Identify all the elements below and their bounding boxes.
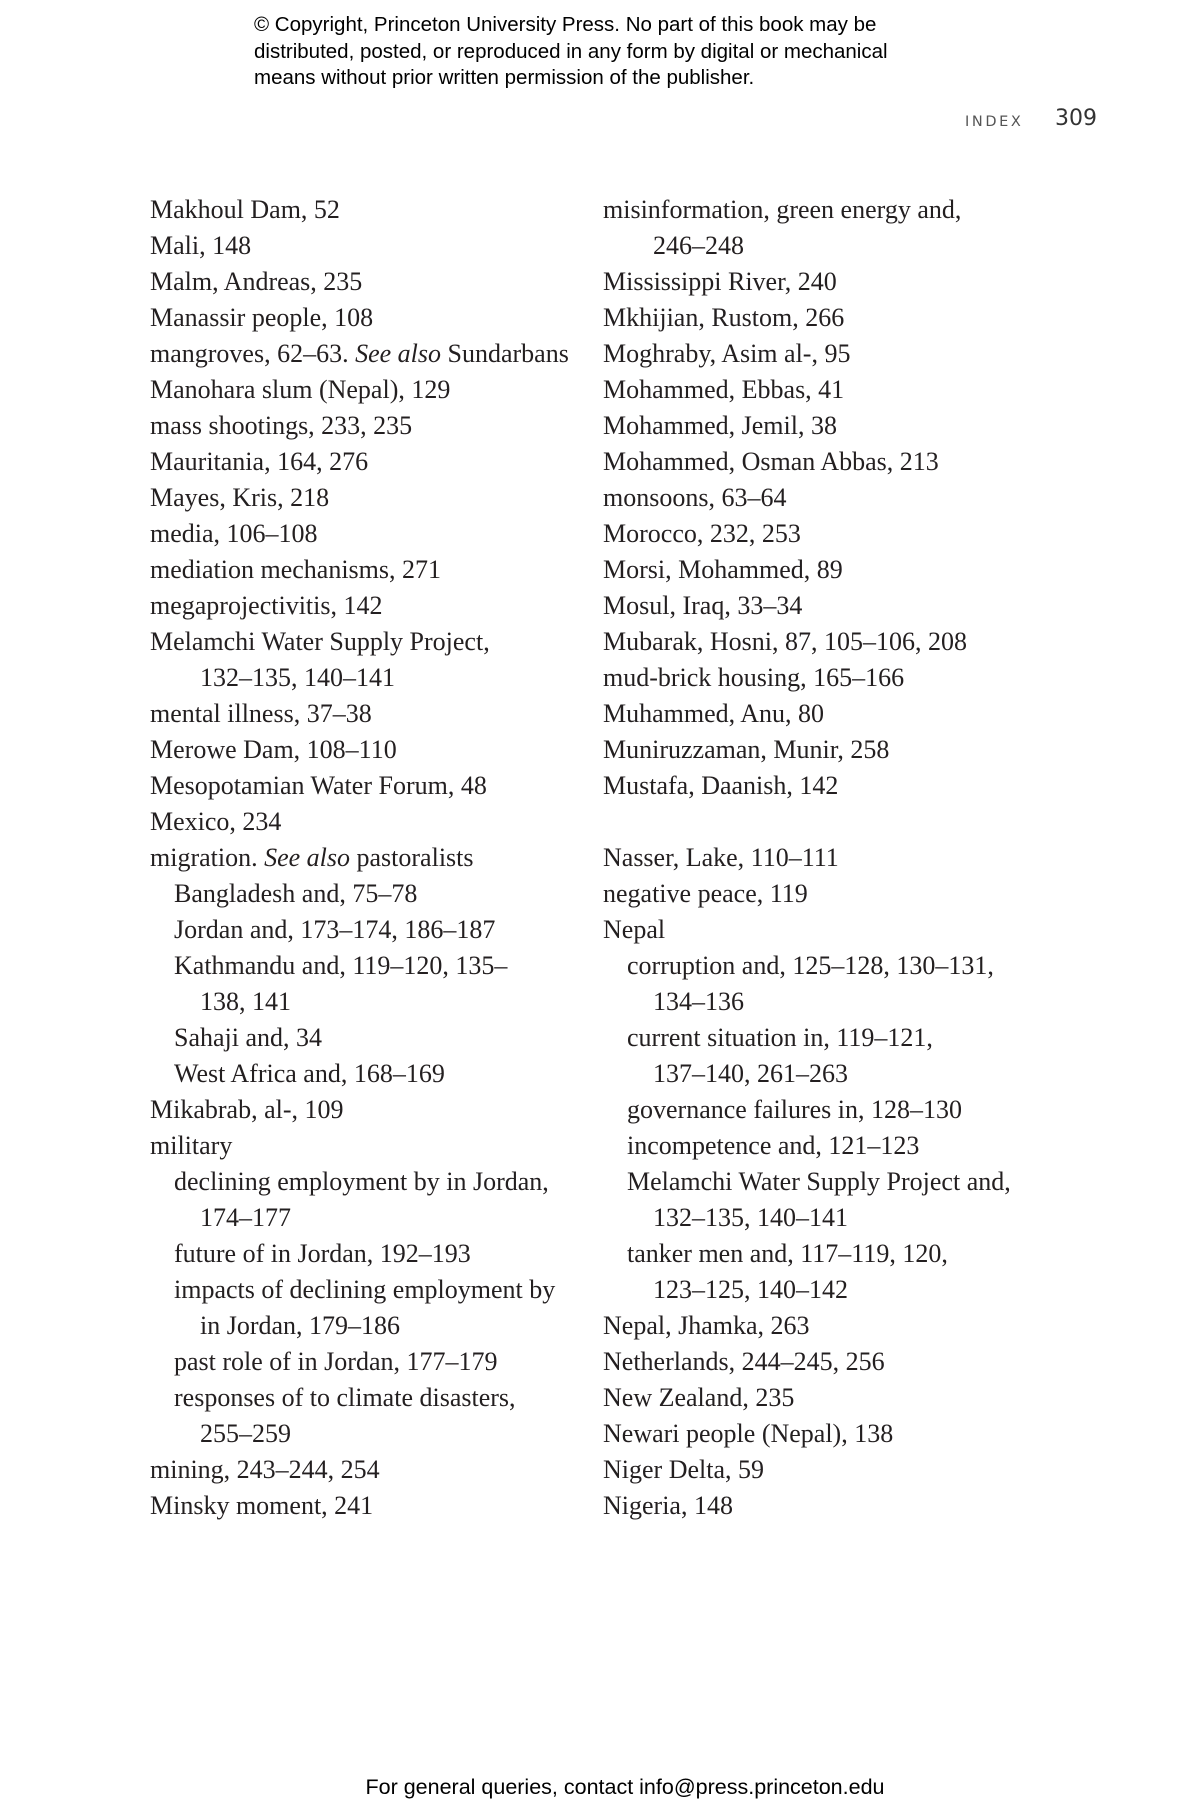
index-entry (150, 732, 590, 768)
index-entry (603, 840, 1063, 876)
index-entry (150, 372, 590, 408)
see-also-target: pastoralists (350, 843, 474, 872)
index-entry (150, 516, 590, 552)
index-entry (150, 552, 590, 588)
entry-text: Nigeria, 148 (603, 1491, 733, 1520)
entry-text: Bangladesh and, 75–78 (174, 879, 418, 908)
entry-text: Jordan and, 173–174, 186–187 (174, 915, 496, 944)
index-entry (150, 300, 590, 336)
entry-text: current situation in, 119–121, (627, 1023, 933, 1052)
see-also-label: See also (264, 843, 351, 872)
index-entry (150, 1092, 590, 1128)
entry-text: West Africa and, 168–169 (174, 1059, 445, 1088)
entry-text: Nasser, Lake, 110–111 (603, 843, 839, 872)
entry-continuation: 137–140, 261–263 (653, 1059, 848, 1088)
entry-text: mud-brick housing, 165–166 (603, 663, 905, 692)
index-subentry (150, 912, 590, 948)
index-entry (150, 1488, 590, 1524)
index-entry (603, 264, 1063, 300)
entry-continuation: 134–136 (653, 987, 744, 1016)
index-entry (603, 192, 1063, 264)
entry-text: Mayes, Kris, 218 (150, 483, 330, 512)
index-entry (603, 1308, 1063, 1344)
index-entry (150, 804, 590, 840)
entry-text: Netherlands, 244–245, 256 (603, 1347, 885, 1376)
page-number: 309 (1055, 106, 1097, 131)
entry-text: Newari people (Nepal), 138 (603, 1419, 894, 1448)
index-subentry (603, 1164, 1063, 1236)
index-entry (603, 1344, 1063, 1380)
see-also-target: Sundarbans (441, 339, 569, 368)
entry-continuation: 132–135, 140–141 (200, 663, 395, 692)
entry-text: Manassir people, 108 (150, 303, 374, 332)
entry-text: Melamchi Water Supply Project, (150, 627, 490, 656)
entry-text: Muniruzzaman, Munir, 258 (603, 735, 890, 764)
index-entry (150, 696, 590, 732)
index-entry (150, 228, 590, 264)
entry-text: Sahaji and, 34 (174, 1023, 323, 1052)
index-entry (150, 1452, 590, 1488)
index-subentry (150, 1380, 590, 1452)
entry-text: New Zealand, 235 (603, 1383, 795, 1412)
letter-group-gap (603, 804, 1063, 840)
index-entry (603, 660, 1063, 696)
entry-text: corruption and, 125–128, 130–131, (627, 951, 994, 980)
index-entry (603, 480, 1063, 516)
footer-contact: For general queries, contact info@press.princeton.edu (365, 1775, 885, 1799)
entry-text: impacts of declining employment by (174, 1275, 556, 1304)
index-entry (603, 552, 1063, 588)
entry-text: past role of in Jordan, 177–179 (174, 1347, 498, 1376)
entry-text: mental illness, 37–38 (150, 699, 372, 728)
index-entry (603, 372, 1063, 408)
index-column-right (603, 192, 1063, 1524)
entry-text: megaprojectivitis, 142 (150, 591, 383, 620)
entry-text: mangroves, 62–63. (150, 339, 356, 368)
entry-text: Mohammed, Jemil, 38 (603, 411, 837, 440)
index-entry (150, 444, 590, 480)
index-subentry (603, 1020, 1063, 1092)
index-subentry (150, 1236, 590, 1272)
index-entry (150, 480, 590, 516)
entry-text: media, 106–108 (150, 519, 318, 548)
entry-text: incompetence and, 121–123 (627, 1131, 920, 1160)
index-entry (603, 768, 1063, 804)
index-entry (150, 588, 590, 624)
entry-continuation: 138, 141 (200, 987, 291, 1016)
entry-text: migration. (150, 843, 265, 872)
index-entry (603, 732, 1063, 768)
entry-text: misinformation, green energy and, (603, 195, 962, 224)
entry-text: Muhammed, Anu, 80 (603, 699, 824, 728)
entry-text: Mosul, Iraq, 33–34 (603, 591, 803, 620)
entry-text: Mohammed, Osman Abbas, 213 (603, 447, 939, 476)
index-entry (150, 624, 590, 696)
entry-text: Moghraby, Asim al-, 95 (603, 339, 851, 368)
index-subentry (150, 948, 590, 1020)
entry-text: Kathmandu and, 119–120, 135– (174, 951, 508, 980)
entry-text: Mauritania, 164, 276 (150, 447, 369, 476)
index-entry (603, 300, 1063, 336)
entry-text: declining employment by in Jordan, (174, 1167, 549, 1196)
copyright-line: distributed, posted, or reproduced in any form by digital or mechanical (254, 39, 888, 63)
entry-text: Niger Delta, 59 (603, 1455, 765, 1484)
copyright-notice (254, 12, 1014, 92)
entry-text: Mexico, 234 (150, 807, 282, 836)
footer (0, 1775, 1200, 1800)
index-entry (603, 624, 1063, 660)
entry-continuation: 132–135, 140–141 (653, 1203, 848, 1232)
section-label: INDEX (965, 114, 1024, 130)
entry-text: Merowe Dam, 108–110 (150, 735, 397, 764)
index-subentry (150, 1164, 590, 1236)
entry-text: Malm, Andreas, 235 (150, 267, 363, 296)
entry-continuation: 123–125, 140–142 (653, 1275, 848, 1304)
index-entry (150, 336, 590, 372)
entry-text: military (150, 1131, 233, 1160)
index-entry (150, 840, 590, 876)
entry-text: Manohara slum (Nepal), 129 (150, 375, 451, 404)
entry-continuation: 255–259 (200, 1419, 291, 1448)
copyright-line: © Copyright, Princeton University Press. No part of this book may be (254, 13, 877, 36)
index-entry (603, 1488, 1063, 1524)
index-entry (603, 408, 1063, 444)
index-subentry (150, 1344, 590, 1380)
index-subentry (150, 876, 590, 912)
entry-text: Mesopotamian Water Forum, 48 (150, 771, 487, 800)
index-subentry (603, 1092, 1063, 1128)
entry-text: Nepal (603, 915, 666, 944)
entry-text: Mikabrab, al-, 109 (150, 1095, 344, 1124)
entry-text: Mubarak, Hosni, 87, 105–106, 208 (603, 627, 967, 656)
index-entry (150, 192, 590, 228)
entry-text: negative peace, 119 (603, 879, 808, 908)
index-subentry (603, 1236, 1063, 1308)
index-entry (603, 1452, 1063, 1488)
entry-text: Mkhijian, Rustom, 266 (603, 303, 845, 332)
entry-text: mass shootings, 233, 235 (150, 411, 413, 440)
index-entry (603, 912, 1063, 948)
entry-text: Morsi, Mohammed, 89 (603, 555, 843, 584)
entry-text: Nepal, Jhamka, 263 (603, 1311, 810, 1340)
index-entry (150, 408, 590, 444)
entry-text: Minsky moment, 241 (150, 1491, 374, 1520)
entry-text: Mustafa, Daanish, 142 (603, 771, 839, 800)
index-entry (603, 444, 1063, 480)
entry-text: responses of to climate disasters, (174, 1383, 516, 1412)
index-subentry (603, 948, 1063, 1020)
index-subentry (603, 1128, 1063, 1164)
entry-text: Morocco, 232, 253 (603, 519, 801, 548)
index-entry (150, 264, 590, 300)
entry-text: mining, 243–244, 254 (150, 1455, 380, 1484)
entry-continuation: in Jordan, 179–186 (200, 1311, 401, 1340)
entry-text: Mohammed, Ebbas, 41 (603, 375, 845, 404)
index-entry (150, 768, 590, 804)
see-also-label: See also (355, 339, 442, 368)
index-entry (603, 588, 1063, 624)
index-entry (603, 696, 1063, 732)
entry-text: future of in Jordan, 192–193 (174, 1239, 471, 1268)
entry-text: mediation mechanisms, 271 (150, 555, 442, 584)
entry-text: tanker men and, 117–119, 120, (627, 1239, 948, 1268)
entry-text: monsoons, 63–64 (603, 483, 787, 512)
entry-continuation: 246–248 (653, 231, 744, 260)
copyright-line: means without prior written permission of the publisher. (254, 66, 755, 89)
index-entry (603, 516, 1063, 552)
index-subentry (150, 1020, 590, 1056)
entry-text: Melamchi Water Supply Project and, (627, 1167, 1011, 1196)
index-entry (150, 1128, 590, 1164)
entry-continuation: 174–177 (200, 1203, 291, 1232)
entry-text: Mali, 148 (150, 231, 252, 260)
index-subentry (150, 1056, 590, 1092)
index-entry (603, 876, 1063, 912)
index-entry (603, 336, 1063, 372)
index-column-left (150, 192, 590, 1524)
index-entry (603, 1416, 1063, 1452)
index-entry (603, 1380, 1063, 1416)
entry-text: Makhoul Dam, 52 (150, 195, 340, 224)
entry-text: Mississippi River, 240 (603, 267, 837, 296)
index-subentry (150, 1272, 590, 1344)
entry-text: governance failures in, 128–130 (627, 1095, 963, 1124)
